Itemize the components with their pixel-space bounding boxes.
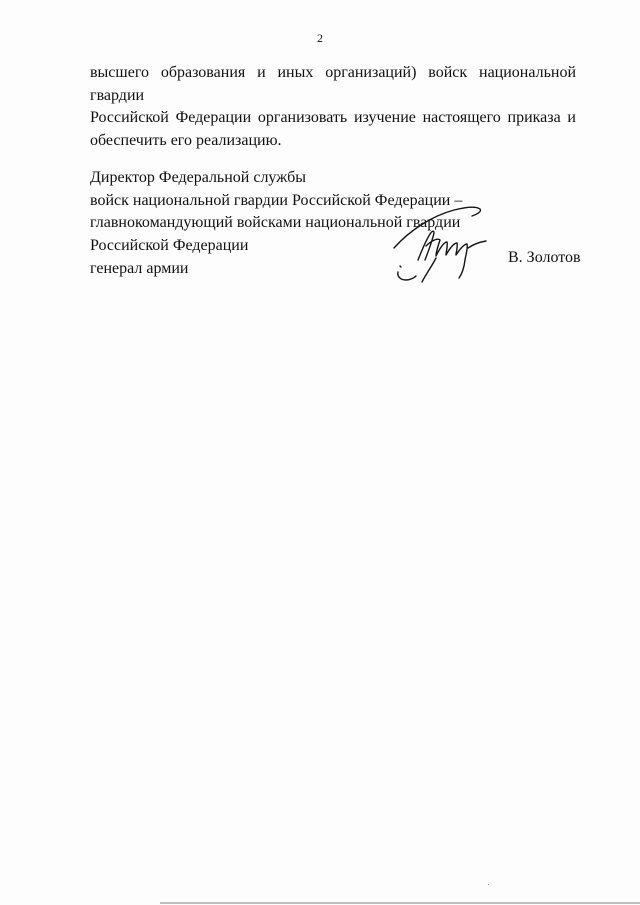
signatory-title-line: Директор Федеральной службы <box>90 169 306 186</box>
page-number: 2 <box>317 31 323 45</box>
signatory-title-line: главнокомандующий войсками национальной гвардии <box>90 214 461 232</box>
scan-bottom-edge <box>160 902 640 904</box>
signatory-rank: генерал армии <box>90 259 189 277</box>
body-line: Российской Федерации организовать изучение настоящего приказа и <box>90 109 576 126</box>
signatory-title-line: войск национальной гвардии Российской Федерации – <box>90 191 463 209</box>
signatory-title-line: Российской Федерации <box>90 237 249 255</box>
body-paragraph <box>90 62 576 152</box>
scan-speck <box>488 884 489 885</box>
body-line: обеспечить его реализацию. <box>90 131 282 149</box>
body-line: высшего образования и иных организаций) войск национальной гвардии <box>90 64 576 104</box>
handwritten-signature <box>392 200 492 286</box>
signer-name: В. Золотов <box>508 249 581 266</box>
